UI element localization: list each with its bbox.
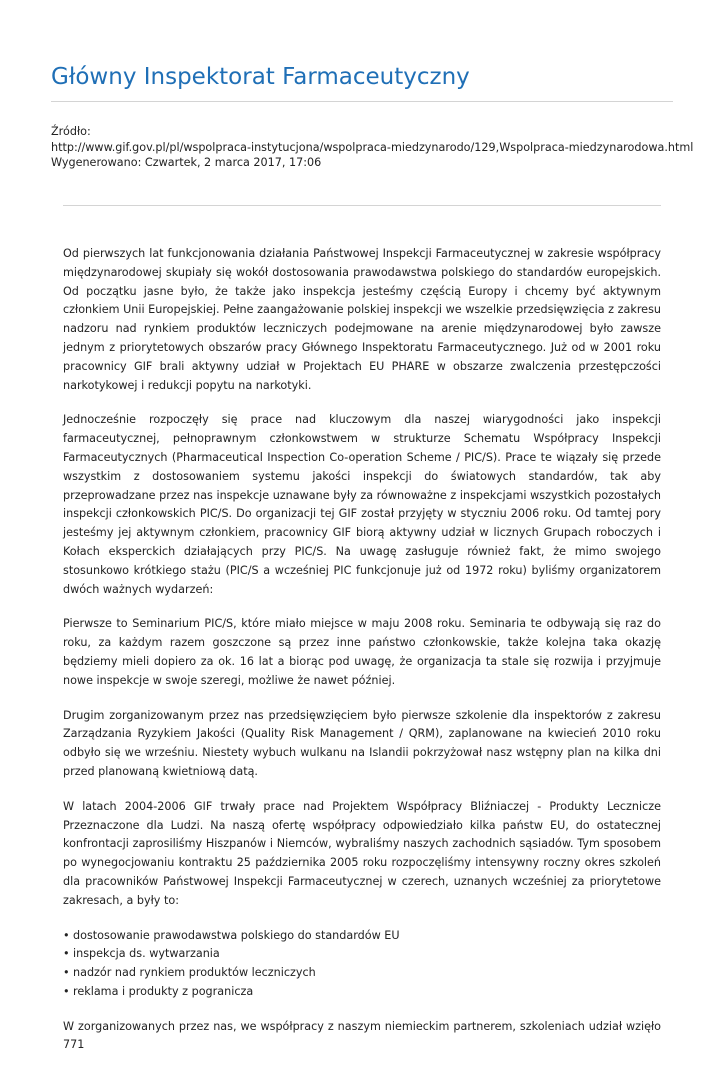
source-label: Źródło:	[51, 125, 91, 138]
list-item	[63, 964, 661, 983]
list-item	[63, 983, 661, 1002]
bullet-icon: •	[63, 984, 70, 998]
paragraph-6: W zorganizowanych przez nas, we współpracy z naszym niemieckim partnerem, szkoleniach udział wzięło 771	[63, 1019, 661, 1052]
paragraph-5: W latach 2004-2006 GIF trwały prace nad Projektem Współpracy Bliźniaczej - Produkty Lecznicze Przeznaczone dla Ludzi. Na naszą ofertę współpracy odpowiedziało kilka państw EU, do ostatecznej konfrontacji zaprosiliśmy Hiszpanów i Niemców, wybraliśmy naszych zachodnich sąsiadów. Tym sposobem po wynegocjowaniu kontraktu 25 października 2005 roku rozpoczęliśmy intensywny roczny okres szkoleń dla pracowników Państwowej Inspekcji Farmaceutycznej w czerech, uznanych wcześniej za priorytetowe zakresach, a były to:	[63, 799, 661, 907]
source-url: http://www.gif.gov.pl/pl/wspolpraca-instytucjona/wspolpraca-miedzynarodo/129,Wspolpraca-miedzynarodowa.html	[51, 140, 694, 154]
paragraph-4: Drugim zorganizowanym przez nas przedsięwzięciem było pierwsze szkolenie dla inspektorów z zakresu Zarządzania Ryzykiem Jakości (Quality Risk Management / QRM), zaplanowane na kwiecień 2010 roku odbyło się we wrześniu. Niestety wybuch wulkanu na Islandii pokrzyżował nasz wstępny plan na kilka dni przed planowaną kwietniową datą.	[63, 708, 661, 778]
list-item-text: inspekcja ds. wytwarzania	[73, 947, 220, 961]
bullet-icon: •	[63, 928, 70, 942]
paragraph-1: Od pierwszych lat funkcjonowania działania Państwowej Inspekcji Farmaceutycznej w zakresie współpracy międzynarodowej skupiały się wokół dostosowania prawodawstwa polskiego do standardów europejskich. Od początku jasne było, że także jako inspekcja jesteśmy częścią Europy i chcemy być aktywnym członkiem Unii Europejskiej. Pełne zaangażowanie polskiej inspekcji we wszelkie przedsięwzięcia z zakresu nadzoru nad rynkiem produktów leczniczych podejmowane na arenie międzynarodowej było zawsze jednym z priorytetowych obszarów pracy Głównego Inspektoratu Farmaceutycznego. Już od w 2001 roku pracownicy GIF brali aktywny udział w Projektach EU PHARE w obszarze zwalczenia przestępczości narkotykowej i redukcji popytu na narkotyki.	[63, 247, 661, 392]
article-body	[63, 245, 661, 1071]
paragraph-2: Jednocześnie rozpoczęły się prace nad kluczowym dla naszej wiarygodności jako inspekcji farmaceutycznej, pełnoprawnym członkowstwem w strukturze Schematu Współpracy Inspekcji Farmaceutycznych (Pharmaceutical Inspection Co-operation Scheme / PIC/S). Prace te wiązały się przede wszystkim z dostosowaniem systemu jakości inspekcji do światowych standardów, tak aby przeprowadzane przez nas inspekcje uznawane były za równoważne z inspekcjami wszystkich pozostałych inspekcji członkowskich PIC/S. Do organizacji tej GIF został przyjęty w styczniu 2006 roku. Od tamtej pory jesteśmy jej aktywnym członkiem, pracownicy GIF biorą aktywny udział w licznych Grupach roboczych i Kołach eksperckich działających przy PIC/S. Na uwagę zasługuje również fakt, że mimo swojego stosunkowo krótkiego stażu (PIC/S a wcześniej PIC funkcjonuje już od 1972 roku) byliśmy organizatorem dwóch ważnych wydarzeń:	[63, 413, 661, 596]
bullet-icon: •	[63, 966, 70, 980]
list-item-text: dostosowanie prawodawstwa polskiego do standardów EU	[73, 928, 400, 942]
list-item-text: nadzór nad rynkiem produktów leczniczych	[73, 966, 316, 980]
title-divider	[51, 101, 673, 102]
paragraph-3: Pierwsze to Seminarium PIC/S, które miało miejsce w maju 2008 roku. Seminaria te odbywają się raz do roku, za każdym razem goszczone są przez inne państwo członkowskie, także kolejna taka okazję będziemy mieli dopiero za ok. 16 lat a biorąc pod uwagę, że organizacja ta stale się rozwija i przyjmuje nowe inspekcje w swoje szeregi, możliwe że nawet później.	[63, 617, 661, 687]
training-areas-list	[63, 927, 661, 1002]
list-item	[63, 945, 661, 964]
meta-divider	[63, 205, 661, 206]
bullet-icon: •	[63, 947, 70, 961]
generated-date: Wygenerowano: Czwartek, 2 marca 2017, 17:06	[51, 156, 322, 169]
list-item	[63, 927, 661, 946]
page-title: Główny Inspektorat Farmaceutyczny	[51, 64, 470, 90]
list-item-text: reklama i produkty z pogranicza	[73, 984, 254, 998]
source-meta	[51, 124, 694, 171]
